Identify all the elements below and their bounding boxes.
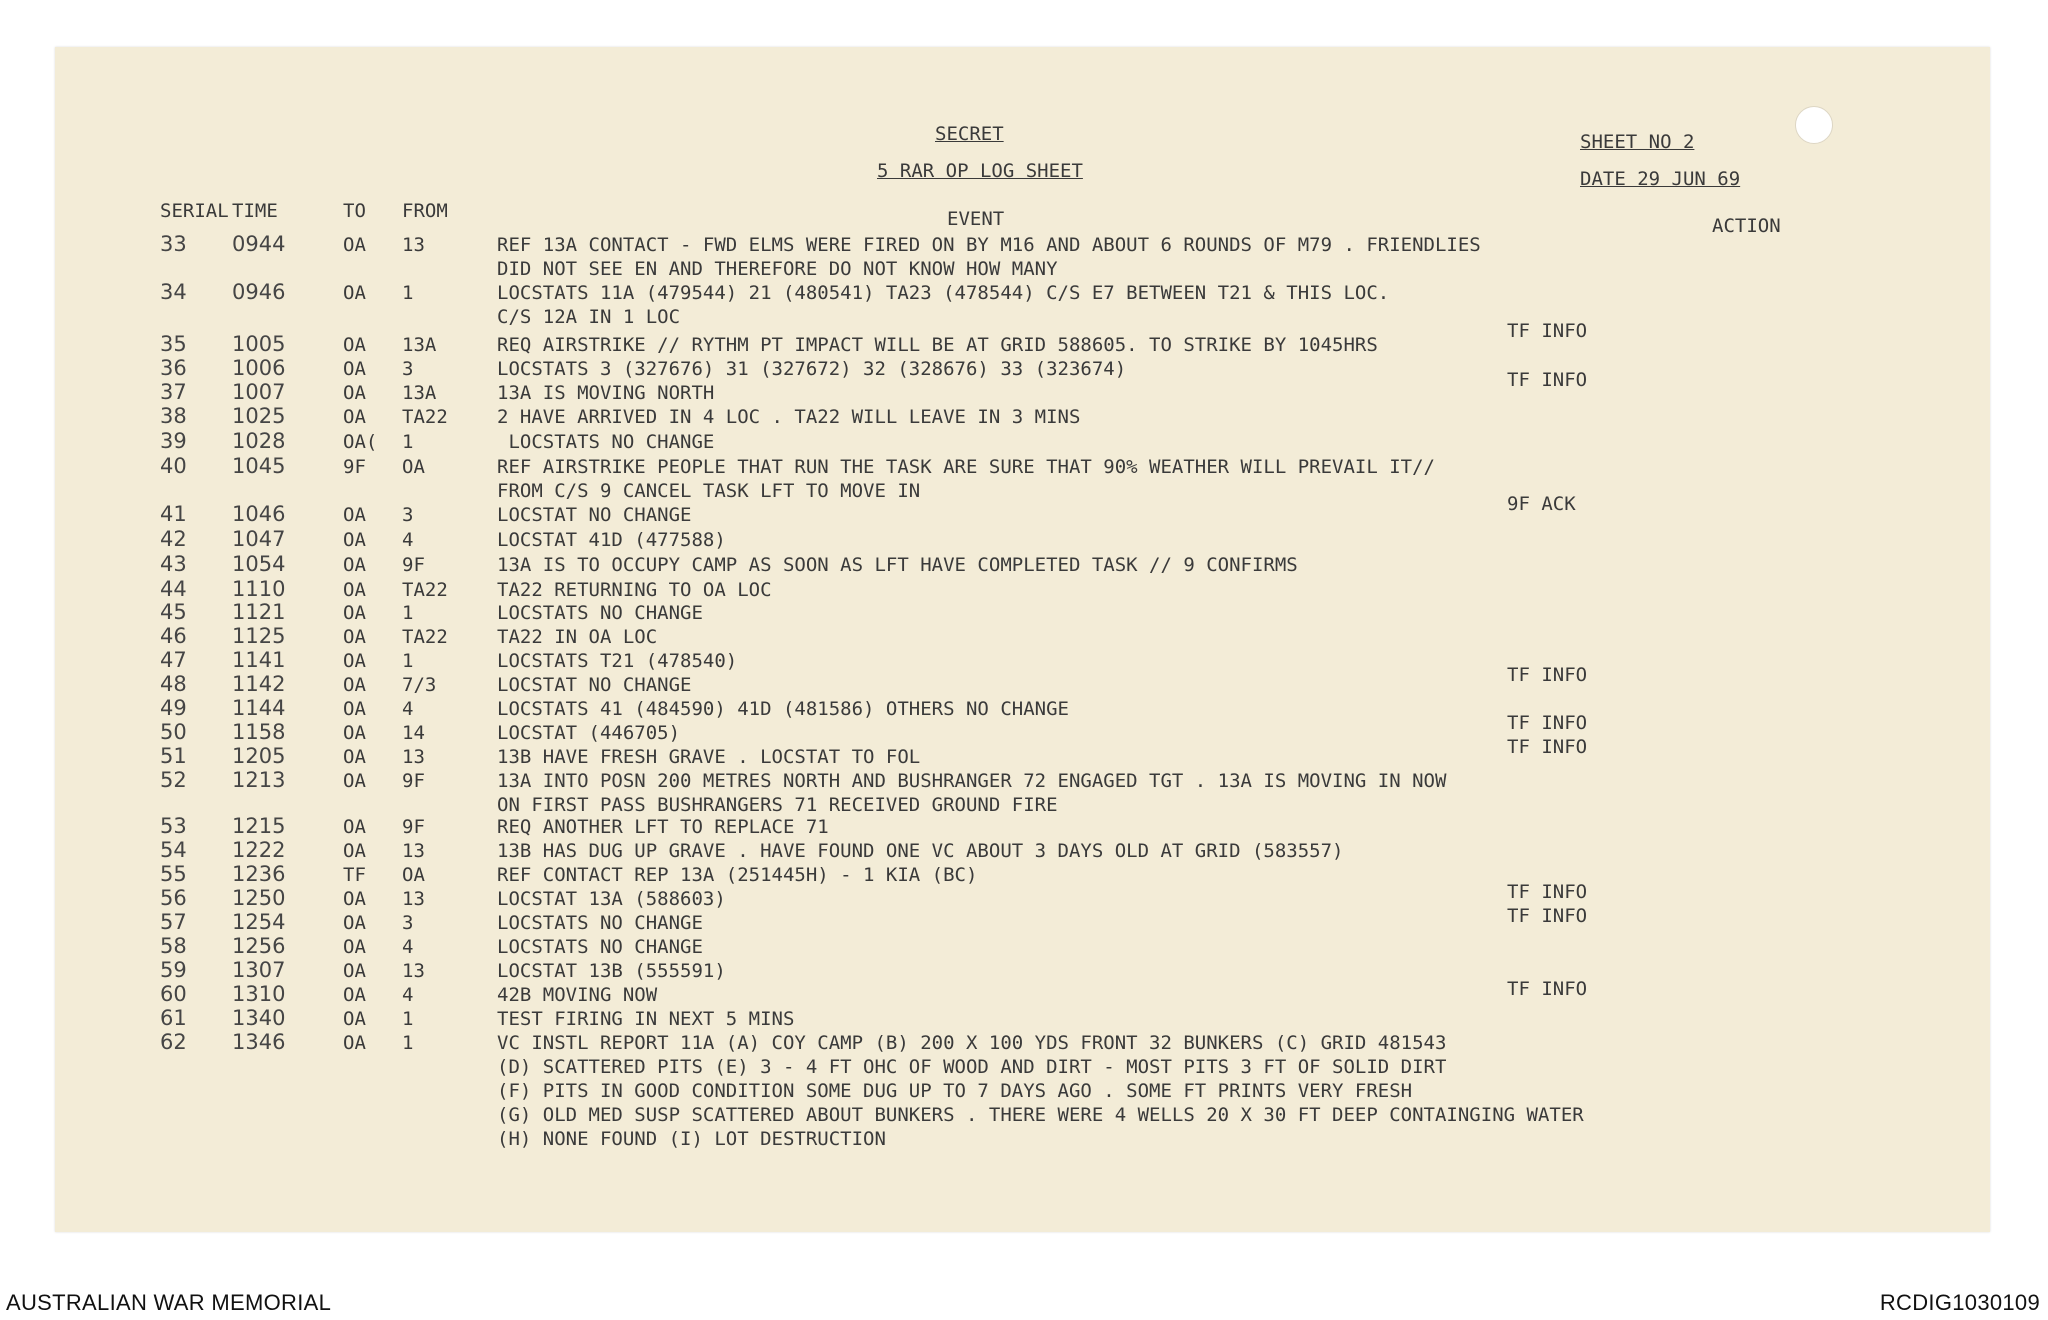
footer-record-id: RCDIG1030109 xyxy=(1879,1290,2040,1315)
time-cell: 1144 xyxy=(232,696,286,720)
event-line: 42B MOVING NOW xyxy=(497,984,658,1006)
event-line: 2 HAVE ARRIVED IN 4 LOC . TA22 WILL LEAVE IN 3 MINS xyxy=(497,406,1081,428)
from-cell: 13A xyxy=(402,382,437,404)
event-line: 13B HAS DUG UP GRAVE . HAVE FOUND ONE VC ABOUT 3 DAYS OLD AT GRID (583557) xyxy=(497,840,1344,862)
time-cell: 1254 xyxy=(232,910,286,934)
to-cell: OA xyxy=(343,1008,366,1030)
time-cell: 1046 xyxy=(232,502,286,526)
to-cell: TF xyxy=(343,864,366,886)
serial-cell: 60 xyxy=(160,982,187,1006)
to-cell: 9F xyxy=(343,456,366,478)
action-cell: TF INFO xyxy=(1507,881,1588,903)
column-header-to: TO xyxy=(343,200,366,222)
event-line: TA22 RETURNING TO OA LOC xyxy=(497,579,772,601)
event-line: (H) NONE FOUND (I) LOT DESTRUCTION xyxy=(497,1128,886,1150)
to-cell: OA xyxy=(343,602,366,624)
event-line: LOCSTAT (446705) xyxy=(497,722,681,744)
action-cell: TF INFO xyxy=(1507,369,1588,391)
sheet-date: DATE 29 JUN 69 xyxy=(1580,168,1741,190)
event-line: LOCSTATS NO CHANGE xyxy=(497,912,703,934)
from-cell: 13 xyxy=(402,888,425,910)
event-line: 13A IS MOVING NORTH xyxy=(497,382,715,404)
time-cell: 1222 xyxy=(232,838,286,862)
time-cell: 0946 xyxy=(232,280,286,304)
event-line: (G) OLD MED SUSP SCATTERED ABOUT BUNKERS . THERE WERE 4 WELLS 20 X 30 FT DEEP CONTAINGING WATER xyxy=(497,1104,1584,1126)
serial-cell: 51 xyxy=(160,744,187,768)
event-line: LOCSTAT 13B (555591) xyxy=(497,960,726,982)
serial-cell: 38 xyxy=(160,404,187,428)
event-line: (F) PITS IN GOOD CONDITION SOME DUG UP TO 7 DAYS AGO . SOME FT PRINTS VERY FRESH xyxy=(497,1080,1413,1102)
serial-cell: 41 xyxy=(160,502,187,526)
from-cell: 4 xyxy=(402,529,414,551)
serial-cell: 34 xyxy=(160,280,187,304)
from-cell: OA xyxy=(402,456,425,478)
serial-cell: 53 xyxy=(160,814,187,838)
action-cell: TF INFO xyxy=(1507,664,1588,686)
time-cell: 1158 xyxy=(232,720,286,744)
serial-cell: 42 xyxy=(160,527,187,551)
from-cell: 1 xyxy=(402,431,414,453)
time-cell: 0944 xyxy=(232,232,286,256)
event-line: TA22 IN OA LOC xyxy=(497,626,658,648)
time-cell: 1054 xyxy=(232,552,286,576)
serial-cell: 62 xyxy=(160,1030,187,1054)
to-cell: OA xyxy=(343,1032,366,1054)
to-cell: OA xyxy=(343,888,366,910)
time-cell: 1310 xyxy=(232,982,286,1006)
to-cell: OA xyxy=(343,554,366,576)
from-cell: 1 xyxy=(402,1032,414,1054)
action-cell: TF INFO xyxy=(1507,712,1588,734)
from-cell: 13A xyxy=(402,334,437,356)
event-line: 13A IS TO OCCUPY CAMP AS SOON AS LFT HAVE COMPLETED TASK // 9 CONFIRMS xyxy=(497,554,1298,576)
event-line: 13A INTO POSN 200 METRES NORTH AND BUSHRANGER 72 ENGAGED TGT . 13A IS MOVING IN NOW xyxy=(497,770,1447,792)
serial-cell: 36 xyxy=(160,356,187,380)
event-line: LOCSTATS 41 (484590) 41D (481586) OTHERS NO CHANGE xyxy=(497,698,1069,720)
serial-cell: 48 xyxy=(160,672,187,696)
from-cell: 13 xyxy=(402,746,425,768)
to-cell: OA xyxy=(343,912,366,934)
to-cell: OA xyxy=(343,674,366,696)
serial-cell: 50 xyxy=(160,720,187,744)
serial-cell: 33 xyxy=(160,232,187,256)
time-cell: 1236 xyxy=(232,862,286,886)
event-line: LOCSTATS T21 (478540) xyxy=(497,650,738,672)
serial-cell: 55 xyxy=(160,862,187,886)
event-line: LOCSTATS 11A (479544) 21 (480541) TA23 (478544) C/S E7 BETWEEN T21 & THIS LOC. xyxy=(497,282,1390,304)
time-cell: 1007 xyxy=(232,380,286,404)
to-cell: OA xyxy=(343,960,366,982)
serial-cell: 40 xyxy=(160,454,187,478)
to-cell: OA xyxy=(343,626,366,648)
to-cell: OA xyxy=(343,234,366,256)
from-cell: 4 xyxy=(402,936,414,958)
column-header-from: FROM xyxy=(402,200,448,222)
time-cell: 1142 xyxy=(232,672,286,696)
to-cell: OA xyxy=(343,936,366,958)
event-line: REF CONTACT REP 13A (251445H) - 1 KIA (BC) xyxy=(497,864,978,886)
punch-hole xyxy=(1795,106,1833,144)
serial-cell: 47 xyxy=(160,648,187,672)
from-cell: 13 xyxy=(402,234,425,256)
to-cell: OA xyxy=(343,722,366,744)
to-cell: OA xyxy=(343,770,366,792)
event-line: DID NOT SEE EN AND THEREFORE DO NOT KNOW HOW MANY xyxy=(497,258,1058,280)
to-cell: OA xyxy=(343,504,366,526)
time-cell: 1005 xyxy=(232,332,286,356)
event-line: ON FIRST PASS BUSHRANGERS 71 RECEIVED GROUND FIRE xyxy=(497,794,1058,816)
column-header-action: ACTION xyxy=(1712,215,1781,237)
from-cell: 14 xyxy=(402,722,425,744)
serial-cell: 46 xyxy=(160,624,187,648)
serial-cell: 61 xyxy=(160,1006,187,1030)
to-cell: OA xyxy=(343,406,366,428)
from-cell: 3 xyxy=(402,912,414,934)
event-line: REF AIRSTRIKE PEOPLE THAT RUN THE TASK ARE SURE THAT 90% WEATHER WILL PREVAIL IT// xyxy=(497,456,1435,478)
event-line: FROM C/S 9 CANCEL TASK LFT TO MOVE IN xyxy=(497,480,921,502)
event-line: LOCSTATS 3 (327676) 31 (327672) 32 (328676) 33 (323674) xyxy=(497,358,1127,380)
to-cell: OA xyxy=(343,816,366,838)
event-line: LOCSTATS NO CHANGE xyxy=(497,936,703,958)
from-cell: 3 xyxy=(402,358,414,380)
from-cell: 9F xyxy=(402,554,425,576)
sheet-number: SHEET NO 2 xyxy=(1580,131,1695,153)
event-line: (D) SCATTERED PITS (E) 3 - 4 FT OHC OF WOOD AND DIRT - MOST PITS 3 FT OF SOLID DIRT xyxy=(497,1056,1447,1078)
sheet-title: 5 RAR OP LOG SHEET xyxy=(877,160,1083,182)
event-line: LOCSTAT 13A (588603) xyxy=(497,888,726,910)
serial-cell: 44 xyxy=(160,577,187,601)
from-cell: TA22 xyxy=(402,406,448,428)
event-line: TEST FIRING IN NEXT 5 MINS xyxy=(497,1008,795,1030)
column-header-event: EVENT xyxy=(947,208,1005,230)
to-cell: OA xyxy=(343,529,366,551)
serial-cell: 57 xyxy=(160,910,187,934)
to-cell: OA xyxy=(343,382,366,404)
time-cell: 1205 xyxy=(232,744,286,768)
to-cell: OA xyxy=(343,650,366,672)
from-cell: 1 xyxy=(402,1008,414,1030)
time-cell: 1250 xyxy=(232,886,286,910)
action-cell: TF INFO xyxy=(1507,905,1588,927)
from-cell: 4 xyxy=(402,698,414,720)
from-cell: 13 xyxy=(402,960,425,982)
serial-cell: 37 xyxy=(160,380,187,404)
time-cell: 1121 xyxy=(232,600,286,624)
from-cell: 3 xyxy=(402,504,414,526)
serial-cell: 52 xyxy=(160,768,187,792)
action-cell: TF INFO xyxy=(1507,320,1588,342)
event-line: REQ ANOTHER LFT TO REPLACE 71 xyxy=(497,816,829,838)
time-cell: 1125 xyxy=(232,624,286,648)
to-cell: OA( xyxy=(343,431,378,453)
serial-cell: 59 xyxy=(160,958,187,982)
event-line: LOCSTAT NO CHANGE xyxy=(497,674,692,696)
column-header-serial: SERIAL xyxy=(160,200,229,222)
time-cell: 1213 xyxy=(232,768,286,792)
event-line: 13B HAVE FRESH GRAVE . LOCSTAT TO FOL xyxy=(497,746,921,768)
from-cell: TA22 xyxy=(402,626,448,648)
time-cell: 1340 xyxy=(232,1006,286,1030)
time-cell: 1006 xyxy=(232,356,286,380)
to-cell: OA xyxy=(343,840,366,862)
from-cell: 4 xyxy=(402,984,414,1006)
classification-label: SECRET xyxy=(935,123,1004,145)
action-cell: 9F ACK xyxy=(1507,493,1576,515)
to-cell: OA xyxy=(343,334,366,356)
action-cell: TF INFO xyxy=(1507,978,1588,1000)
serial-cell: 49 xyxy=(160,696,187,720)
from-cell: 1 xyxy=(402,282,414,304)
to-cell: OA xyxy=(343,984,366,1006)
event-line: LOCSTATS NO CHANGE xyxy=(497,602,703,624)
serial-cell: 35 xyxy=(160,332,187,356)
time-cell: 1045 xyxy=(232,454,286,478)
to-cell: OA xyxy=(343,358,366,380)
to-cell: OA xyxy=(343,282,366,304)
from-cell: 1 xyxy=(402,602,414,624)
time-cell: 1346 xyxy=(232,1030,286,1054)
serial-cell: 45 xyxy=(160,600,187,624)
to-cell: OA xyxy=(343,579,366,601)
time-cell: 1141 xyxy=(232,648,286,672)
time-cell: 1025 xyxy=(232,404,286,428)
serial-cell: 43 xyxy=(160,552,187,576)
event-line: LOCSTAT 41D (477588) xyxy=(497,529,726,551)
to-cell: OA xyxy=(343,698,366,720)
from-cell: OA xyxy=(402,864,425,886)
time-cell: 1256 xyxy=(232,934,286,958)
serial-cell: 56 xyxy=(160,886,187,910)
time-cell: 1215 xyxy=(232,814,286,838)
column-header-time: TIME xyxy=(232,200,278,222)
event-line: LOCSTATS NO CHANGE xyxy=(497,431,715,453)
serial-cell: 58 xyxy=(160,934,187,958)
event-line: VC INSTL REPORT 11A (A) COY CAMP (B) 200 X 100 YDS FRONT 32 BUNKERS (C) GRID 481543 xyxy=(497,1032,1447,1054)
serial-cell: 54 xyxy=(160,838,187,862)
event-line: REF 13A CONTACT - FWD ELMS WERE FIRED ON BY M16 AND ABOUT 6 ROUNDS OF M79 . FRIENDLIES xyxy=(497,234,1481,256)
event-line: C/S 12A IN 1 LOC xyxy=(497,306,681,328)
time-cell: 1307 xyxy=(232,958,286,982)
from-cell: 1 xyxy=(402,650,414,672)
from-cell: 9F xyxy=(402,770,425,792)
from-cell: TA22 xyxy=(402,579,448,601)
event-line: LOCSTAT NO CHANGE xyxy=(497,504,692,526)
from-cell: 13 xyxy=(402,840,425,862)
time-cell: 1047 xyxy=(232,527,286,551)
time-cell: 1110 xyxy=(232,577,286,601)
from-cell: 9F xyxy=(402,816,425,838)
footer-credit: AUSTRALIAN WAR MEMORIAL xyxy=(6,1290,332,1315)
action-cell: TF INFO xyxy=(1507,736,1588,758)
to-cell: OA xyxy=(343,746,366,768)
event-line: REQ AIRSTRIKE // RYTHM PT IMPACT WILL BE AT GRID 588605. TO STRIKE BY 1045HRS xyxy=(497,334,1378,356)
time-cell: 1028 xyxy=(232,429,286,453)
from-cell: 7/3 xyxy=(402,674,437,696)
serial-cell: 39 xyxy=(160,429,187,453)
